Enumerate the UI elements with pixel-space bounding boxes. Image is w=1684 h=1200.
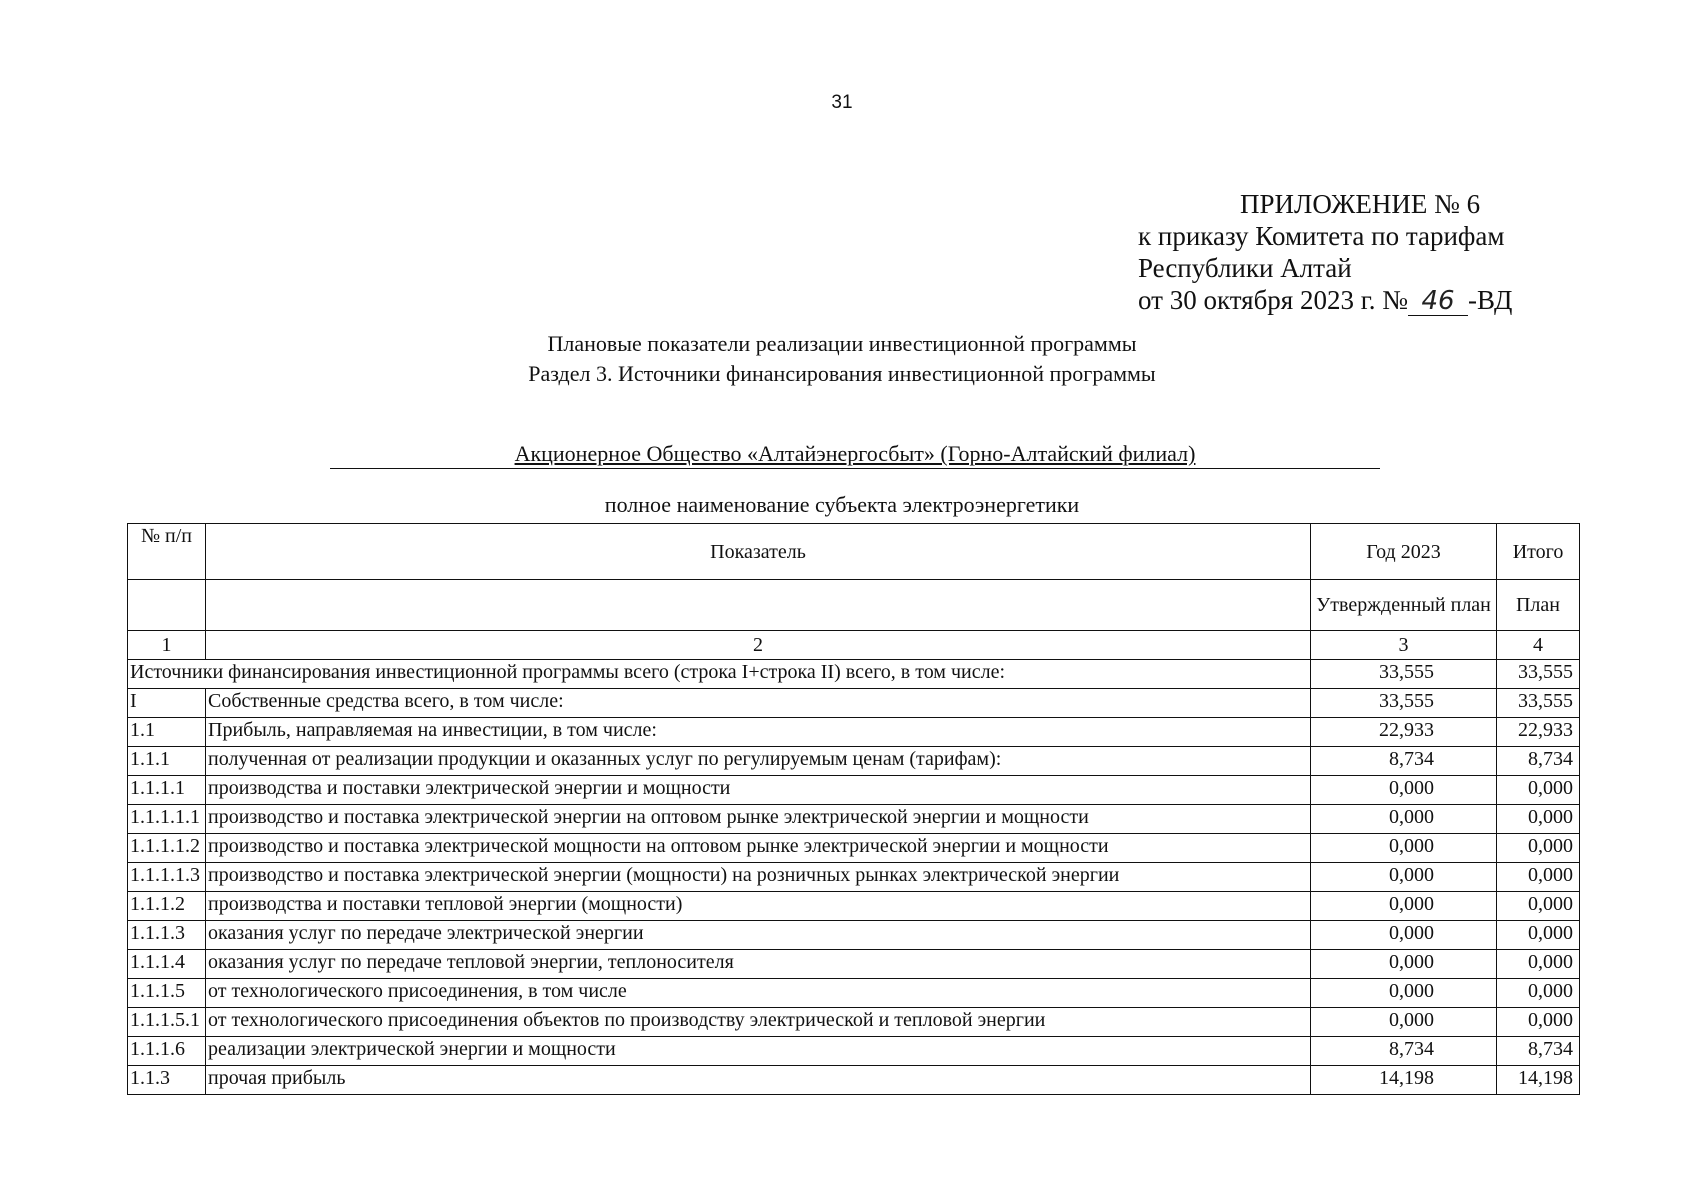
table-row xyxy=(128,921,1580,950)
table-row xyxy=(128,863,1580,892)
row-label: производство и поставка электрической энергии на оптовом рынке электрической энергии и мощности xyxy=(206,805,1311,834)
row-year-value: 0,000 xyxy=(1311,805,1497,834)
row-year-value: 0,000 xyxy=(1311,863,1497,892)
row-year-value: 8,734 xyxy=(1311,747,1497,776)
page-number: 31 xyxy=(831,92,853,113)
row-total-value: 22,933 xyxy=(1497,718,1580,747)
table-row xyxy=(128,1066,1580,1095)
row-label: производство и поставка электрической энергии (мощности) на розничных рынках электрической энергии xyxy=(206,863,1311,892)
order-number-handwritten: 46 xyxy=(1408,287,1468,316)
financing-table xyxy=(127,523,1580,1095)
header-empty-1 xyxy=(128,580,206,631)
total-row-total: 33,555 xyxy=(1497,660,1580,689)
column-number: 2 xyxy=(206,631,1311,660)
row-number: 1.1.1.5.1 xyxy=(128,1008,206,1037)
table-row xyxy=(128,834,1580,863)
row-label: прочая прибыль xyxy=(206,1066,1311,1095)
row-year-value: 0,000 xyxy=(1311,950,1497,979)
row-label: оказания услуг по передаче тепловой энергии, теплоносителя xyxy=(206,950,1311,979)
header-total: Итого xyxy=(1497,524,1580,580)
row-label: производства и поставки тепловой энергии (мощности) xyxy=(206,892,1311,921)
row-total-value: 0,000 xyxy=(1497,776,1580,805)
row-number: 1.1.1.2 xyxy=(128,892,206,921)
row-label: Собственные средства всего, в том числе: xyxy=(206,689,1311,718)
row-number: 1.1.1.1.3 xyxy=(128,863,206,892)
heading-line-2: Раздел 3. Источники финансирования инвестиционной программы xyxy=(528,361,1156,386)
row-total-value: 0,000 xyxy=(1497,805,1580,834)
column-number: 1 xyxy=(128,631,206,660)
row-number: 1.1.1.1.1 xyxy=(128,805,206,834)
row-total-value: 33,555 xyxy=(1497,689,1580,718)
row-number: 1.1.1.1 xyxy=(128,776,206,805)
row-total-value: 0,000 xyxy=(1497,950,1580,979)
row-year-value: 0,000 xyxy=(1311,892,1497,921)
organization-name xyxy=(330,440,1380,469)
heading-line-1: Плановые показатели реализации инвестиционной программы xyxy=(547,331,1137,356)
organization-name-text: Акционерное Общество «Алтайэнергосбыт» (Горно-Алтайский филиал) xyxy=(514,441,1196,466)
row-label: производства и поставки электрической энергии и мощности xyxy=(206,776,1311,805)
appendix-title: ПРИЛОЖЕНИЕ № 6 xyxy=(1240,189,1481,219)
row-label: Прибыль, направляемая на инвестиции, в том числе: xyxy=(206,718,1311,747)
row-total-value: 14,198 xyxy=(1497,1066,1580,1095)
table-row xyxy=(128,776,1580,805)
row-year-value: 33,555 xyxy=(1311,689,1497,718)
row-number: 1.1.1.1.2 xyxy=(128,834,206,863)
column-number-row xyxy=(128,631,1580,660)
table-row xyxy=(128,1008,1580,1037)
row-label: реализации электрической энергии и мощности xyxy=(206,1037,1311,1066)
appendix-line-1: к приказу Комитета по тарифам xyxy=(1138,221,1505,251)
row-total-value: 0,000 xyxy=(1497,834,1580,863)
appendix-block xyxy=(1138,188,1512,316)
row-number: 1.1.1.3 xyxy=(128,921,206,950)
appendix-line-2: Республики Алтай xyxy=(1138,253,1352,283)
header-row-2 xyxy=(128,580,1580,631)
table-row xyxy=(128,805,1580,834)
row-total-value: 8,734 xyxy=(1497,747,1580,776)
table-row xyxy=(128,892,1580,921)
header-plan: План xyxy=(1497,580,1580,631)
order-prefix: от 30 октября 2023 г. № xyxy=(1138,285,1409,315)
row-year-value: 0,000 xyxy=(1311,979,1497,1008)
row-year-value: 22,933 xyxy=(1311,718,1497,747)
row-year-value: 0,000 xyxy=(1311,1008,1497,1037)
order-suffix: -ВД xyxy=(1468,285,1513,315)
row-label: оказания услуг по передаче электрической энергии xyxy=(206,921,1311,950)
row-number: 1.1.1.6 xyxy=(128,1037,206,1066)
header-num: № п/п xyxy=(128,524,206,580)
row-label: полученная от реализации продукции и оказанных услуг по регулируемым ценам (тарифам): xyxy=(206,747,1311,776)
column-number: 3 xyxy=(1311,631,1497,660)
row-total-value: 0,000 xyxy=(1497,1008,1580,1037)
row-total-value: 0,000 xyxy=(1497,863,1580,892)
row-year-value: 0,000 xyxy=(1311,921,1497,950)
total-row-label: Источники финансирования инвестиционной программы всего (строка I+строка II) всего, в том числе: xyxy=(128,660,1311,689)
header-row-1 xyxy=(128,524,1580,580)
table-row xyxy=(128,979,1580,1008)
row-label: от технологического присоединения объектов по производству электрической и тепловой энергии xyxy=(206,1008,1311,1037)
total-row xyxy=(128,660,1580,689)
row-year-value: 0,000 xyxy=(1311,776,1497,805)
row-year-value: 0,000 xyxy=(1311,834,1497,863)
header-year: Год 2023 xyxy=(1311,524,1497,580)
row-total-value: 0,000 xyxy=(1497,921,1580,950)
column-number: 4 xyxy=(1497,631,1580,660)
table-row xyxy=(128,718,1580,747)
row-total-value: 0,000 xyxy=(1497,979,1580,1008)
total-row-year: 33,555 xyxy=(1311,660,1497,689)
row-total-value: 8,734 xyxy=(1497,1037,1580,1066)
row-label: от технологического присоединения, в том числе xyxy=(206,979,1311,1008)
row-number: I xyxy=(128,689,206,718)
header-indicator: Показатель xyxy=(206,524,1311,580)
row-number: 1.1.1.5 xyxy=(128,979,206,1008)
header-empty-2 xyxy=(206,580,1311,631)
row-number: 1.1.1 xyxy=(128,747,206,776)
row-number: 1.1.1.4 xyxy=(128,950,206,979)
table-row xyxy=(128,950,1580,979)
row-label: производство и поставка электрической мощности на оптовом рынке электрической энергии и мощности xyxy=(206,834,1311,863)
row-total-value: 0,000 xyxy=(1497,892,1580,921)
order-line xyxy=(1138,284,1512,316)
table-row xyxy=(128,747,1580,776)
row-year-value: 8,734 xyxy=(1311,1037,1497,1066)
table-row xyxy=(128,689,1580,718)
header-approved-plan: Утвержденный план xyxy=(1311,580,1497,631)
table-row xyxy=(128,1037,1580,1066)
row-number: 1.1.3 xyxy=(128,1066,206,1095)
row-number: 1.1 xyxy=(128,718,206,747)
row-year-value: 14,198 xyxy=(1311,1066,1497,1095)
organization-caption: полное наименование субъекта электроэнергетики xyxy=(604,492,1080,517)
